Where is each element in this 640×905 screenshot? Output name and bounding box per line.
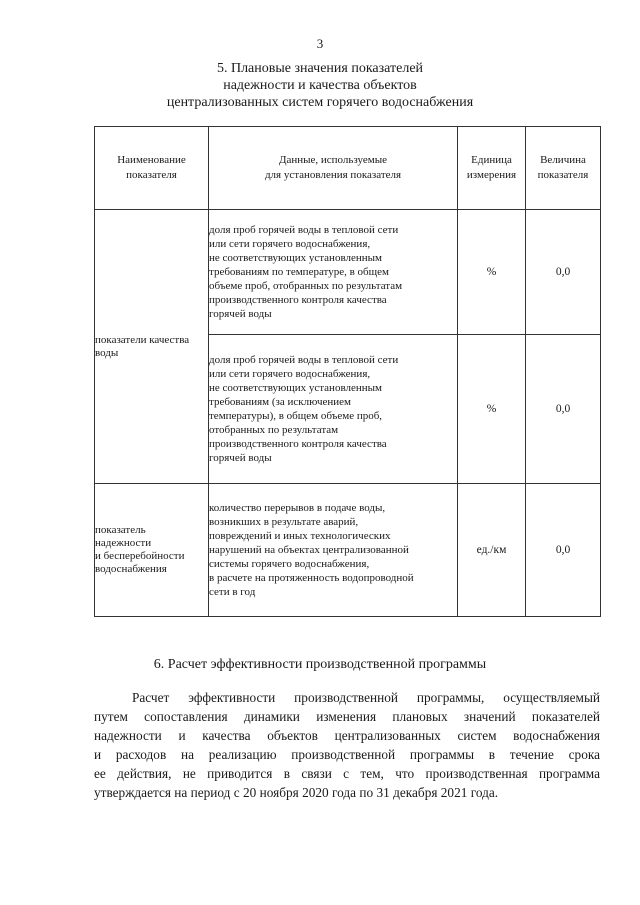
table-header-row <box>95 127 601 210</box>
page-number: 3 <box>316 36 324 51</box>
indicator-value-cell: 0,0 <box>526 335 601 484</box>
section5-title-line: централизованных систем горячего водоснабжения <box>166 95 474 110</box>
section5-heading <box>0 60 640 111</box>
indicator-value-cell: 0,0 <box>526 210 601 335</box>
indicator-unit-cell: % <box>458 210 526 335</box>
paragraph-line: путем сопоставления динамики изменения плановых значений показателей <box>94 709 600 724</box>
indicators-table <box>94 126 601 617</box>
section6-paragraph <box>94 688 600 802</box>
paragraph-line: ее действия, не приводится в связи с тем, что производственная программа <box>94 766 600 781</box>
header-value: Величина показателя <box>526 127 601 210</box>
section5-title-line: 5. Плановые значения показателей <box>216 61 424 76</box>
indicator-data-cell: количество перерывов в подаче воды, возникших в результате аварий, повреждений и иных технологических нарушений на объектах централизованной системы горячего водоснабжения, в расчете на протяженность водопроводной сети в год <box>209 484 458 617</box>
paragraph-line: надежности и качества объектов централизованных систем водоснабжения <box>94 728 600 743</box>
indicator-unit-cell: ед./км <box>458 484 526 617</box>
indicator-name-reliability: показатель надежности и бесперебойности водоснабжения <box>95 484 209 617</box>
paragraph-line: Расчет эффективности производственной программы, осуществляемый <box>132 690 600 705</box>
indicator-name-water-quality: показатели качества воды <box>95 210 209 484</box>
indicator-data-cell: доля проб горячей воды в тепловой сети или сети горячего водоснабжения, не соответствующих установленным требованиям (за исключением температуры), в общем объеме проб, отобранных по результатам производственного контроля качества горячей воды <box>209 335 458 484</box>
header-unit: Единица измерения <box>458 127 526 210</box>
paragraph-line: утверждается на период с 20 ноября 2020 года по 31 декабря 2021 года. <box>94 785 499 800</box>
section6-heading: 6. Расчет эффективности производственной программы <box>153 657 487 672</box>
table-row <box>95 210 601 335</box>
paragraph-line: и расходов на реализацию производственной программы в течение срока <box>94 747 600 762</box>
indicator-value-cell: 0,0 <box>526 484 601 617</box>
table-row <box>95 484 601 617</box>
indicator-data-cell: доля проб горячей воды в тепловой сети или сети горячего водоснабжения, не соответствующих установленным требованиям по температуре, в общем объеме проб, отобранных по результатам производственного контроля качества горячей воды <box>209 210 458 335</box>
section5-title-line: надежности и качества объектов <box>223 78 417 93</box>
indicator-unit-cell: % <box>458 335 526 484</box>
header-name: Наименование показателя <box>95 127 209 210</box>
header-data: Данные, используемые для установления показателя <box>209 127 458 210</box>
